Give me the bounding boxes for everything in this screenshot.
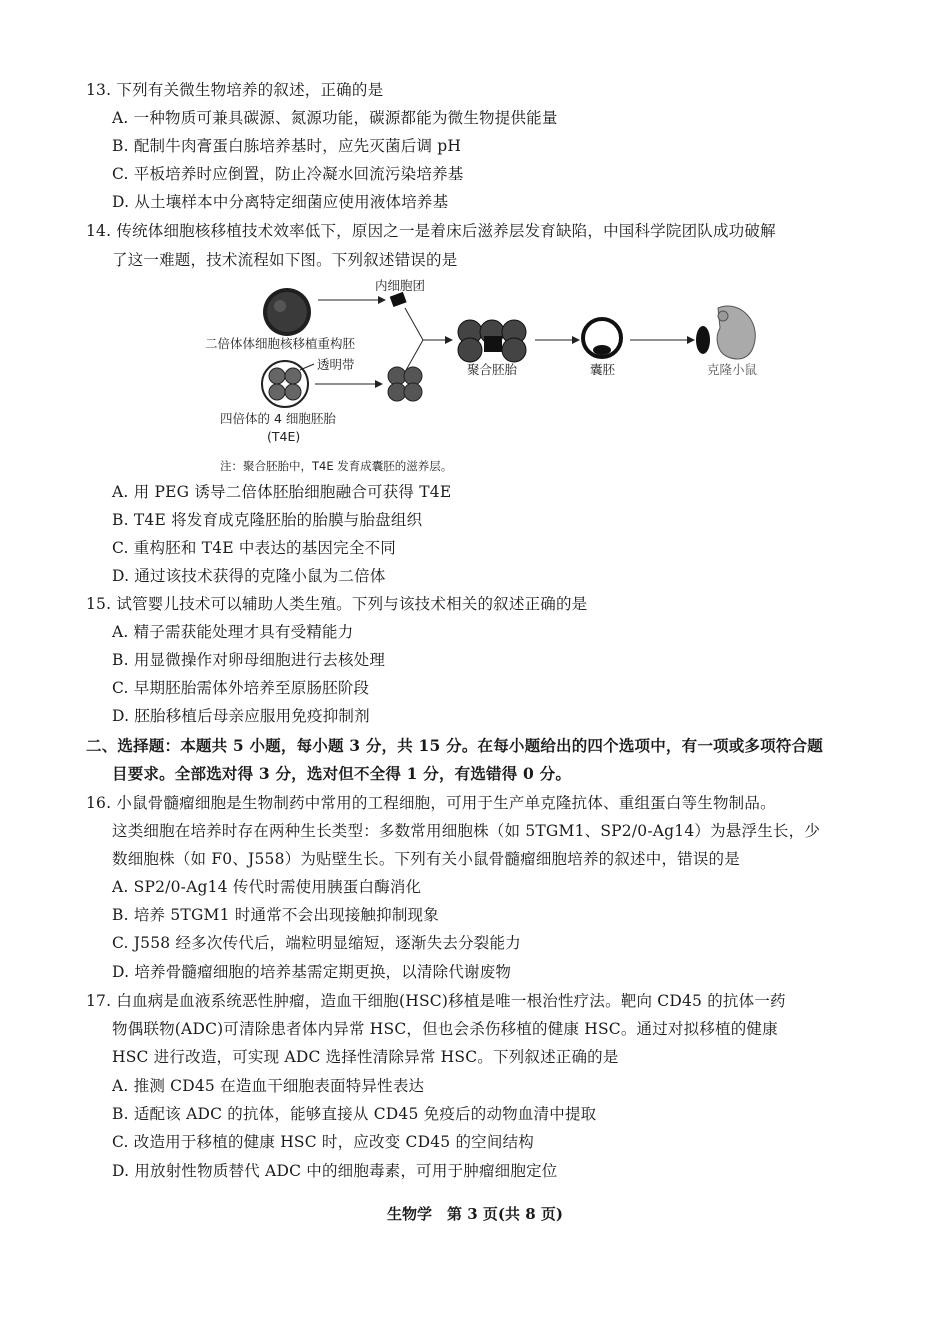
q16-option-b: B. 培养 5TGM1 时通常不会出现接触抑制现象: [112, 906, 439, 924]
q14-stem-line1: 14. 传统体细胞核移植技术效率低下，原因之一是着床后滋养层发育缺陷，中国科学院团队成功破解: [86, 222, 776, 240]
aggregate-embryo: [458, 320, 526, 362]
q17-option-d: D. 用放射性物质替代 ADC 中的细胞毒素，可用于肿瘤细胞定位: [112, 1162, 558, 1180]
tetraploid-label-t4e: (T4E): [267, 429, 301, 444]
q17-option-a: A. 推测 CD45 在造血干细胞表面特异性表达: [112, 1077, 425, 1095]
q17-option-c: C. 改造用于移植的健康 HSC 时，应改变 CD45 的空间结构: [112, 1133, 534, 1151]
q15-stem: 15. 试管婴儿技术可以辅助人类生殖。下列与该技术相关的叙述正确的是: [86, 595, 588, 613]
tetraploid-embryo: [262, 361, 308, 407]
blastocyst-label: 囊胚: [590, 362, 616, 377]
q15-option-c: C. 早期胚胎需体外培养至原肠胚阶段: [112, 679, 370, 697]
q16-option-d: D. 培养骨髓瘤细胞的培养基需定期更换，以清除代谢废物: [112, 963, 512, 981]
q14-option-b: B. T4E 将发育成克隆胚胎的胎膜与胎盘组织: [112, 511, 423, 529]
diploid-embryo: [263, 288, 311, 336]
q16-stem-line1: 16. 小鼠骨髓瘤细胞是生物制药中常用的工程细胞，可用于生产单克隆抗体、重组蛋白等生物制品。: [86, 794, 776, 812]
q15-option-b: B. 用显微操作对卵母细胞进行去核处理: [112, 651, 386, 669]
q14-stem-line2: 了这一难题，技术流程如下图。下列叙述错误的是: [112, 251, 458, 269]
q17-stem-line2: 物偶联物(ADC)可清除患者体内异常 HSC，但也会杀伤移植的健康 HSC。通过对拟移植的健康: [112, 1020, 778, 1038]
inner-cell-mass: [390, 292, 407, 307]
clone-mouse-label: 克隆小鼠: [707, 362, 758, 377]
section2-heading-line2: 目要求。全部选对得 3 分，选对但不全得 1 分，有选错得 0 分。: [112, 764, 572, 783]
q14-option-d: D. 通过该技术获得的克隆小鼠为二倍体: [112, 567, 386, 585]
section2-heading-line1: 二、选择题：本题共 5 小题，每小题 3 分，共 15 分。在每小题给出的四个选项中，有一项或多项符合题: [86, 736, 823, 755]
q16-stem-line3: 数细胞株（如 F0、J558）为贴壁生长。下列有关小鼠骨髓瘤细胞培养的叙述中，错误的是: [112, 850, 740, 868]
q13-option-c: C. 平板培养时应倒置，防止冷凝水回流污染培养基: [112, 165, 464, 183]
page-footer: 生物学 第 3 页(共 8 页): [387, 1205, 563, 1223]
zona-label: 透明带: [317, 357, 355, 372]
q16-option-c: C. J558 经多次传代后，端粒明显缩短，逐渐失去分裂能力: [112, 934, 521, 952]
diploid-label: 二倍体体细胞核移植重构胚: [205, 336, 356, 351]
inner-cell-mass-label: 内细胞团: [375, 278, 426, 293]
clone-mouse: [696, 306, 755, 359]
figure-note: 注：聚合胚胎中，T4E 发育成囊胚的滋养层。: [220, 459, 453, 473]
aggregate-label: 聚合胚胎: [467, 362, 518, 377]
blastocyst: [583, 319, 621, 357]
q13-option-b: B. 配制牛肉膏蛋白胨培养基时，应先灭菌后调 pH: [112, 137, 462, 155]
q17-option-b: B. 适配该 ADC 的抗体，能够直接从 CD45 免疫后的动物血清中提取: [112, 1105, 597, 1123]
q14-option-c: C. 重构胚和 T4E 中表达的基因完全不同: [112, 539, 396, 557]
q17-stem-line3: HSC 进行改造，可实现 ADC 选择性清除异常 HSC。下列叙述正确的是: [112, 1048, 619, 1066]
q15-option-d: D. 胚胎移植后母亲应服用免疫抑制剂: [112, 707, 370, 725]
q17-stem-line1: 17. 白血病是血液系统恶性肿瘤，造血干细胞(HSC)移植是唯一根治性疗法。靶向 CD45 的抗体一药: [86, 992, 786, 1010]
tetraploid-label: 四倍体的 4 细胞胚胎: [220, 411, 336, 426]
q15-option-a: A. 精子需获能处理才具有受精能力: [112, 623, 354, 641]
q16-option-a: A. SP2/0-Ag14 传代时需使用胰蛋白酶消化: [112, 878, 422, 896]
zona-free-cells: [388, 367, 422, 401]
q16-stem-line2: 这类细胞在培养时存在两种生长类型：多数常用细胞株（如 5TGM1、SP2/0-Ag14）为悬浮生长，少: [112, 822, 821, 840]
q14-option-a: A. 用 PEG 诱导二倍体胚胎细胞融合可获得 T4E: [112, 483, 452, 501]
q13-stem: 13. 下列有关微生物培养的叙述，正确的是: [86, 81, 384, 99]
q13-option-d: D. 从土壤样本中分离特定细菌应使用液体培养基: [112, 193, 449, 211]
nuclear-transfer-diagram: [190, 278, 780, 474]
q13-option-a: A. 一种物质可兼具碳源、氮源功能，碳源都能为微生物提供能量: [112, 109, 558, 127]
